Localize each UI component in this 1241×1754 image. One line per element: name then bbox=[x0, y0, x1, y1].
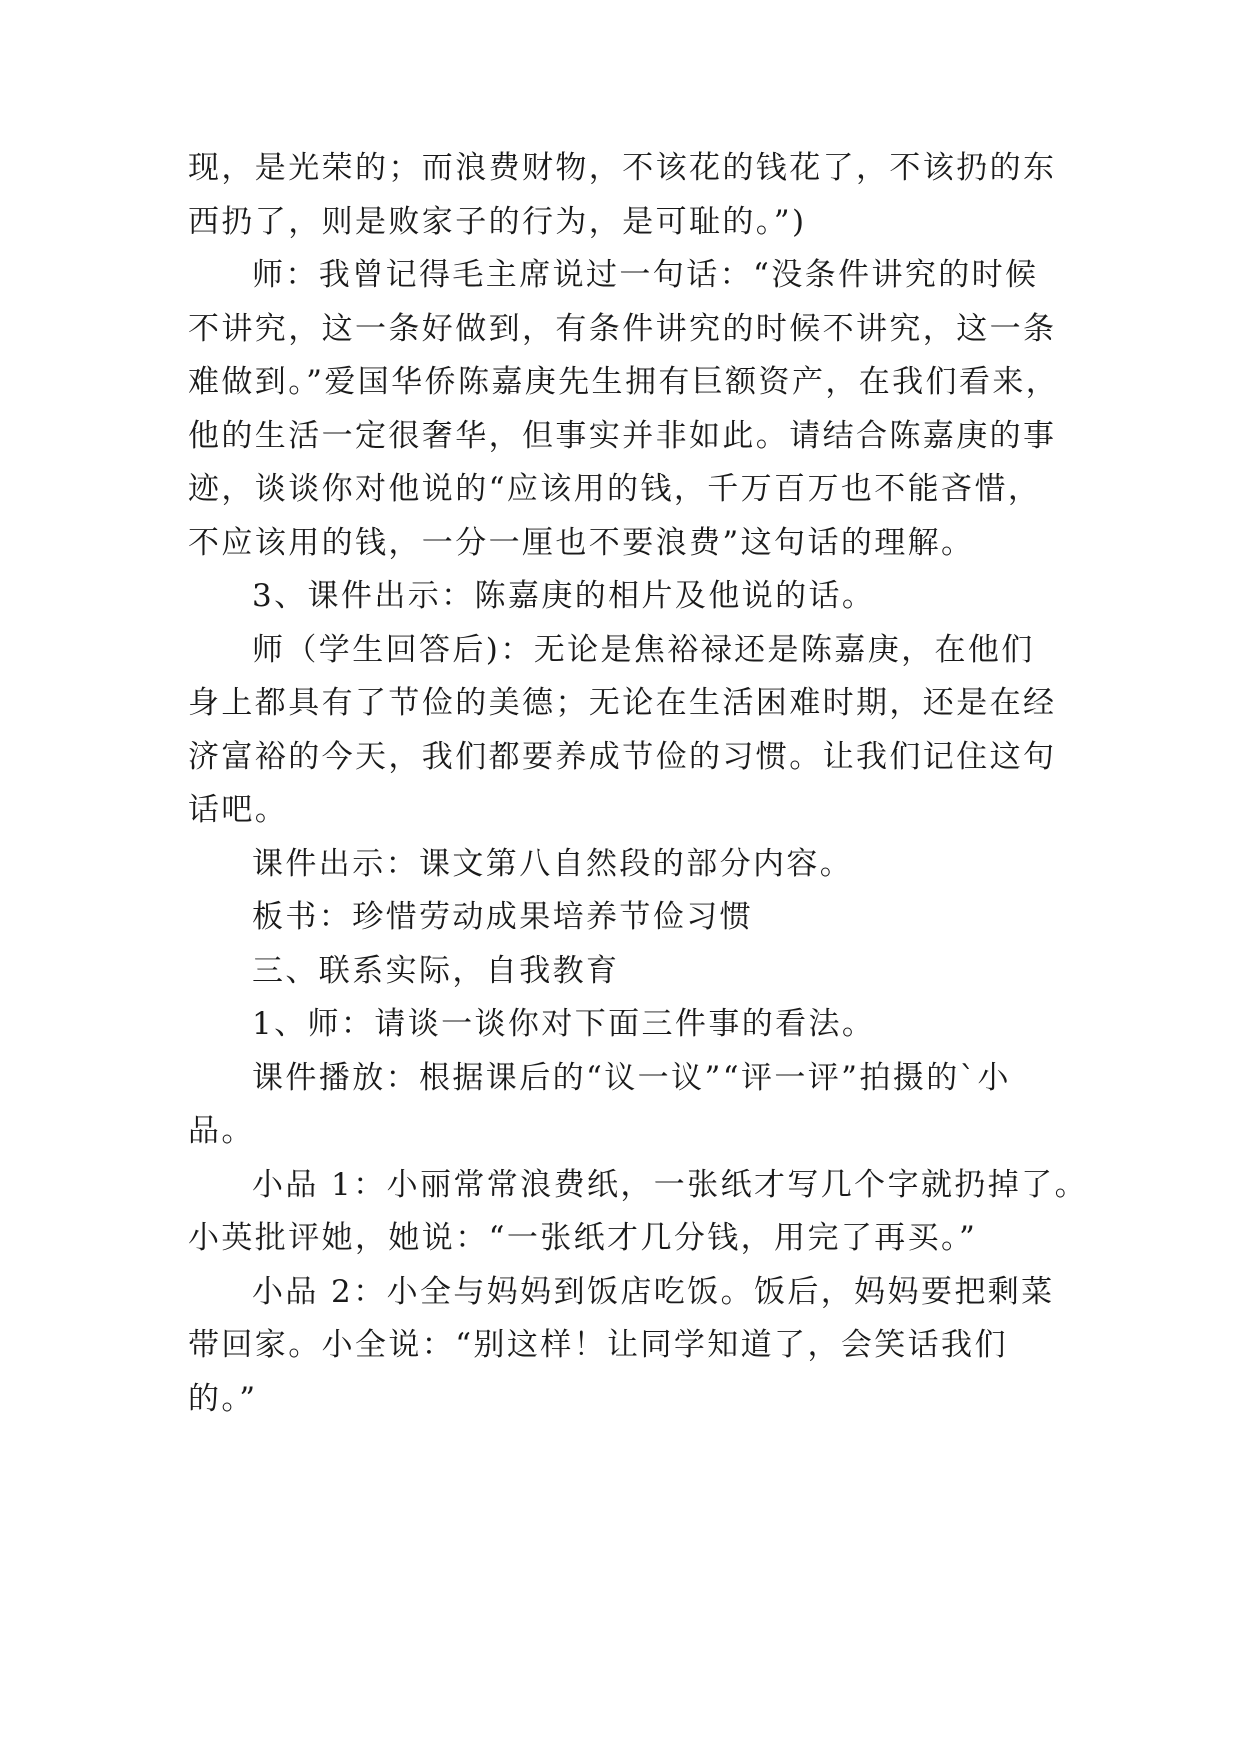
text-line: 三、联系实际，自我教育 bbox=[252, 953, 620, 989]
text-line: 济富裕的今天，我们都要养成节俭的习惯。让我们记住这句 bbox=[188, 739, 1057, 775]
text-line: 小英批评她，她说：“一张纸才几分钱，用完了再买。” bbox=[188, 1220, 978, 1256]
text-line: 小品 1：小丽常常浪费纸，一张纸才写几个字就扔掉了。 bbox=[252, 1167, 1088, 1203]
text-line: 不讲究，这一条好做到，有条件讲究的时候不讲究，这一条 bbox=[188, 311, 1057, 347]
text-line: 西扔了，则是败家子的行为，是可耻的。”) bbox=[188, 204, 807, 240]
text-line: 品。 bbox=[188, 1113, 255, 1149]
text-line: 师（学生回答后)：无论是焦裕禄还是陈嘉庚，在他们 bbox=[252, 632, 1035, 668]
text-line: 课件播放：根据课后的“议一议”“评一评”拍摄的`小 bbox=[252, 1060, 1011, 1096]
text-line: 他的生活一定很奢华，但事实并非如此。请结合陈嘉庚的事 bbox=[188, 418, 1057, 454]
text-line: 带回家。小全说：“别这样！让同学知道了，会笑话我们 bbox=[188, 1327, 1008, 1363]
text-line: 师：我曾记得毛主席说过一句话：“没条件讲究的时候 bbox=[252, 257, 1039, 293]
text-line: 1、师：请谈一谈你对下面三件事的看法。 bbox=[252, 1006, 876, 1042]
text-line: 现，是光荣的；而浪费财物，不该花的钱花了，不该扔的东 bbox=[188, 150, 1057, 186]
text-line: 3、课件出示：陈嘉庚的相片及他说的话。 bbox=[252, 578, 876, 614]
text-line: 迹，谈谈你对他说的“应该用的钱，千万百万也不能吝惜， bbox=[188, 471, 1042, 507]
text-line: 身上都具有了节俭的美德；无论在生活困难时期，还是在经 bbox=[188, 685, 1057, 721]
text-line: 话吧。 bbox=[188, 792, 289, 828]
text-line: 板书：珍惜劳动成果培养节俭习惯 bbox=[252, 899, 753, 935]
text-line: 的。” bbox=[188, 1381, 258, 1417]
text-line: 课件出示：课文第八自然段的部分内容。 bbox=[252, 846, 854, 882]
text-line: 不应该用的钱，一分一厘也不要浪费”这句话的理解。 bbox=[188, 525, 975, 561]
text-line: 难做到。”爱国华侨陈嘉庚先生拥有巨额资产，在我们看来， bbox=[188, 364, 1060, 400]
text-line: 小品 2：小全与妈妈到饭店吃饭。饭后，妈妈要把剩菜 bbox=[252, 1274, 1055, 1310]
